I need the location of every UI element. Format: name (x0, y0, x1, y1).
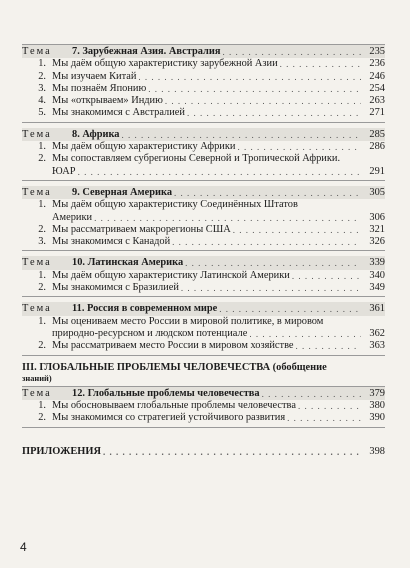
toc-block-theme-9 (22, 186, 385, 251)
toc-item: 2. Мы рассматриваем место России в мировом хозяйстве . . . 363 (22, 340, 385, 352)
toc-item-page: 362 (369, 327, 385, 339)
toc-item-page: 246 (369, 70, 385, 82)
toc-item: 2. Мы знакомимся с Бразилией . . . 349 (22, 282, 385, 294)
toc-item-page: 321 (369, 223, 385, 235)
toc-theme-row (22, 128, 385, 141)
theme-page: 285 (369, 128, 385, 140)
section-3-title-cont: знаний) (22, 373, 52, 383)
toc-theme-row (22, 256, 385, 269)
toc-block-theme-10 (22, 256, 385, 297)
toc-item: 1. Мы даём общую характеристику Африки . . . 286 (22, 141, 385, 153)
toc-item-page: 340 (369, 269, 385, 281)
toc-item-text-cont: ЮАР (52, 165, 76, 177)
toc-item-page: 286 (369, 141, 385, 153)
toc-item-continuation (22, 328, 385, 340)
toc-item-text: Мы даём общую характеристику Африки (52, 141, 236, 153)
theme-title: 9. Северная Америка (72, 186, 173, 198)
toc-item-page: 291 (369, 165, 385, 177)
toc-item-text: Мы сопоставляем субрегионы Северной и Тропической Африки. (52, 153, 341, 165)
toc-item: 4. Мы «открываем» Индию . . . 263 (22, 95, 385, 107)
theme-title: 8. Африка (72, 128, 120, 140)
toc-item: 1. Мы даём общую характеристику зарубежной Азии . . . 236 (22, 58, 385, 70)
toc-item-page: 363 (369, 340, 385, 352)
theme-page: 379 (369, 387, 385, 399)
theme-page: 361 (369, 303, 385, 315)
toc-item: 1. Мы оцениваем место России в мировой политике, в мировом (38, 315, 324, 327)
toc-theme-row (22, 387, 385, 400)
appendix-title: ПРИЛОЖЕНИЯ (22, 445, 101, 457)
section-3-title: III. ГЛОБАЛЬНЫЕ ПРОБЛЕМЫ ЧЕЛОВЕЧЕСТВА (обобщение (22, 361, 327, 373)
theme-label: Тема (22, 303, 52, 315)
theme-label: Тема (22, 46, 52, 57)
theme-label: Тема (22, 186, 52, 198)
toc-block-theme-11 (22, 302, 385, 355)
toc-theme-row (22, 302, 385, 315)
theme-title: 10. Латинская Америка (72, 257, 184, 269)
toc-item-text: Мы изучаем Китай (52, 70, 137, 82)
toc-item-text: Мы знакомимся с Австралией (52, 107, 185, 119)
toc-item-text: Мы знакомимся с Бразилией (52, 282, 179, 294)
toc-item: 1. Мы даём общую характеристику Соединённых Штатов (38, 199, 298, 211)
toc-item-text-cont: Америки (52, 211, 93, 223)
toc-item: 1. Мы обосновываем глобальные проблемы человечества . . . 380 (22, 400, 385, 412)
toc-block-theme-8 (22, 128, 385, 181)
table-of-contents (22, 44, 385, 458)
toc-item-page: 254 (369, 82, 385, 94)
toc-item-text-cont: природно-ресурсном и людском потенциале (52, 327, 248, 339)
toc-item-text: Мы даём общую характеристику Соединённых Штатов (52, 199, 298, 211)
theme-page: 305 (369, 186, 385, 198)
toc-item-page: 271 (369, 107, 385, 119)
theme-label: Тема (22, 257, 52, 269)
toc-block-theme-12 (22, 386, 385, 428)
toc-item: 2. Мы изучаем Китай . . . 246 (22, 71, 385, 83)
toc-item-text: Мы познаём Японию (52, 82, 147, 94)
toc-item: 2. Мы рассматриваем макрорегионы США . . . 321 (22, 224, 385, 236)
toc-appendix-row (22, 446, 385, 458)
toc-theme-row (22, 45, 385, 58)
toc-item: 2. Мы знакомимся со стратегией устойчивого развития . . . 390 (22, 412, 385, 424)
toc-item-page: 236 (369, 58, 385, 70)
toc-item-text: Мы знакомимся с Канадой (52, 236, 171, 248)
theme-title: 11. Россия в современном мире (72, 303, 218, 315)
toc-item-continuation (22, 166, 385, 178)
toc-item-page: 390 (369, 412, 385, 424)
toc-item-text: Мы обосновываем глобальные проблемы человечества (52, 400, 296, 412)
theme-page: 339 (369, 257, 385, 269)
theme-label: Тема (22, 128, 52, 140)
toc-block-theme-7 (22, 44, 385, 123)
toc-item-text: Мы знакомимся со стратегией устойчивого развития (52, 412, 286, 424)
toc-item-text: Мы даём общую характеристику зарубежной Азии (52, 58, 278, 70)
toc-item: 5. Мы знакомимся с Австралией . . . 271 (22, 107, 385, 119)
toc-item: 3. Мы знакомимся с Канадой . . . 326 (22, 236, 385, 248)
section-3-heading (22, 362, 385, 386)
theme-title: 7. Зарубежная Азия. Австралия (72, 46, 221, 57)
theme-page: 235 (369, 46, 385, 57)
toc-item: 1. Мы даём общую характеристику Латинской Америки . . . 340 (22, 270, 385, 282)
toc-item-page: 349 (369, 282, 385, 294)
toc-item: 2. Мы сопоставляем субрегионы Северной и Тропической Африки. (38, 153, 341, 165)
theme-title: 12. Глобальные проблемы человечества (72, 387, 260, 399)
theme-label: Тема (22, 387, 52, 399)
toc-item-page: 263 (369, 95, 385, 107)
toc-item-page: 380 (369, 400, 385, 412)
toc-item: 3. Мы познаём Японию . . . 254 (22, 83, 385, 95)
toc-item-text: Мы оцениваем место России в мировой политике, в мировом (52, 315, 324, 327)
toc-item-text: Мы рассматриваем макрорегионы США (52, 223, 231, 235)
toc-item-continuation (22, 212, 385, 224)
appendix-page: 398 (369, 445, 385, 457)
page-number: 4 (20, 540, 27, 554)
toc-item-page: 306 (369, 211, 385, 223)
toc-theme-row (22, 186, 385, 199)
toc-item-text: Мы рассматриваем место России в мировом хозяйстве (52, 340, 294, 352)
toc-item-page: 326 (369, 236, 385, 248)
toc-item-text: Мы «открываем» Индию (52, 95, 163, 107)
toc-item-text: Мы даём общую характеристику Латинской Америки (52, 269, 290, 281)
